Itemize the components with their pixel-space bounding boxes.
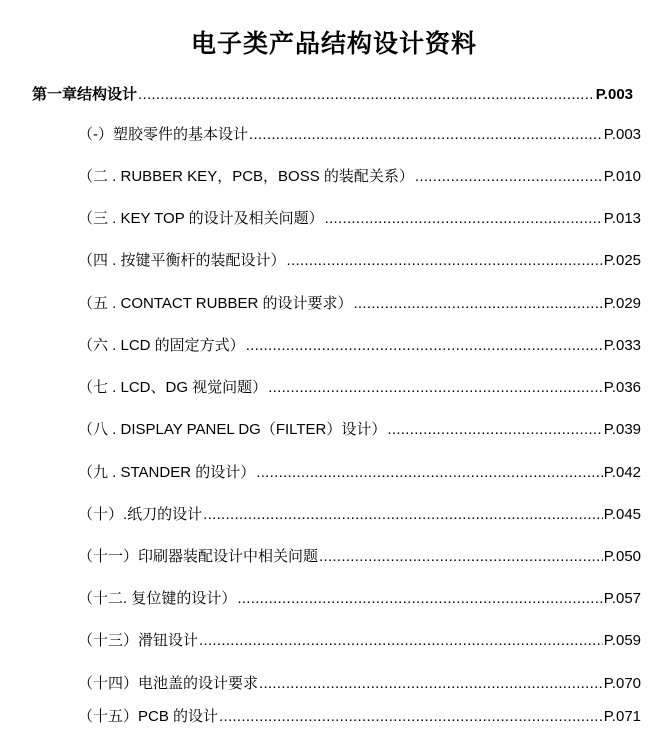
toc-label: （九 . STANDER 的设计） (78, 464, 256, 481)
dot-leader (268, 379, 603, 396)
dot-leader (287, 252, 603, 269)
toc-entry[interactable] (78, 503, 641, 525)
toc-entry[interactable] (78, 418, 641, 440)
dot-leader (199, 632, 603, 649)
toc-page-number: P.033 (603, 337, 641, 354)
toc-entry[interactable] (78, 705, 641, 727)
toc-label: （十二. 复位键的设计） (78, 590, 237, 607)
toc-page-number: P.045 (603, 506, 641, 523)
toc-entry[interactable] (78, 207, 641, 229)
toc-label: （十一）印刷器装配设计中相关问题 (78, 548, 319, 565)
dot-leader (353, 295, 602, 312)
toc-entry[interactable] (78, 249, 641, 271)
dot-leader (246, 337, 603, 354)
dot-leader (138, 86, 595, 103)
toc-label: （八 . DISPLAY PANEL DG（FILTER）设计） (78, 421, 387, 438)
toc-page-number: P.071 (603, 708, 641, 725)
toc-entry[interactable] (78, 123, 641, 145)
toc-label: （十四）电池盖的设计要求 (78, 675, 259, 692)
toc-label: （十）.纸刀的设计 (78, 506, 203, 523)
document-title: 电子类产品结构设计资料 (190, 30, 477, 58)
dot-leader (256, 464, 603, 481)
toc-label: （四 . 按键平衡杆的装配设计） (78, 252, 286, 269)
toc-page-number: P.059 (603, 632, 641, 649)
toc-entry[interactable] (78, 376, 641, 398)
toc-entry[interactable] (78, 587, 641, 609)
toc-entry[interactable] (78, 545, 641, 567)
toc-entry[interactable] (78, 461, 641, 483)
dot-leader (249, 126, 603, 143)
toc-page-number: P.010 (603, 168, 641, 185)
toc-label: 第一章结构设计 (32, 86, 138, 103)
toc-entry[interactable] (78, 629, 641, 651)
toc-page-number: P.013 (603, 210, 641, 227)
dot-leader (259, 675, 603, 692)
toc-page-number: P.070 (603, 675, 641, 692)
toc-entry[interactable] (78, 292, 641, 314)
dot-leader (415, 168, 603, 185)
dot-leader (237, 590, 602, 607)
toc-page-number: P.029 (603, 295, 641, 312)
toc-label: （五 . CONTACT RUBBER 的设计要求） (78, 295, 353, 312)
toc-label: （十五）PCB 的设计 (78, 708, 219, 725)
dot-leader (387, 421, 602, 438)
toc-page-number: P.039 (603, 421, 641, 438)
toc-entry[interactable] (78, 334, 641, 356)
toc-label: （六 . LCD 的固定方式） (78, 337, 245, 354)
toc-page-number: P.057 (603, 590, 641, 607)
dot-leader (325, 210, 603, 227)
dot-leader (319, 548, 603, 565)
toc-page-number: P.025 (603, 252, 641, 269)
toc-label: （-）塑胶零件的基本设计 (78, 126, 248, 143)
toc-entry[interactable] (78, 672, 641, 694)
toc-page-number: P.036 (603, 379, 641, 396)
toc-label: （七 . LCD、DG 视觉问题） (78, 379, 268, 396)
toc-page-number: P.042 (603, 464, 641, 481)
toc-page-number: P.003 (595, 86, 633, 103)
toc-page-number: P.003 (603, 126, 641, 143)
toc-entry[interactable] (78, 165, 641, 187)
toc-chapter-entry[interactable] (32, 83, 633, 105)
toc-page-number: P.050 (603, 548, 641, 565)
toc-label: （三 . KEY TOP 的设计及相关问题） (78, 210, 324, 227)
dot-leader (203, 506, 603, 523)
dot-leader (219, 708, 603, 725)
toc-label: （十三）滑钮设计 (78, 632, 199, 649)
toc-label: （二 . RUBBER KEY，PCB，BOSS 的装配关系） (78, 168, 414, 185)
